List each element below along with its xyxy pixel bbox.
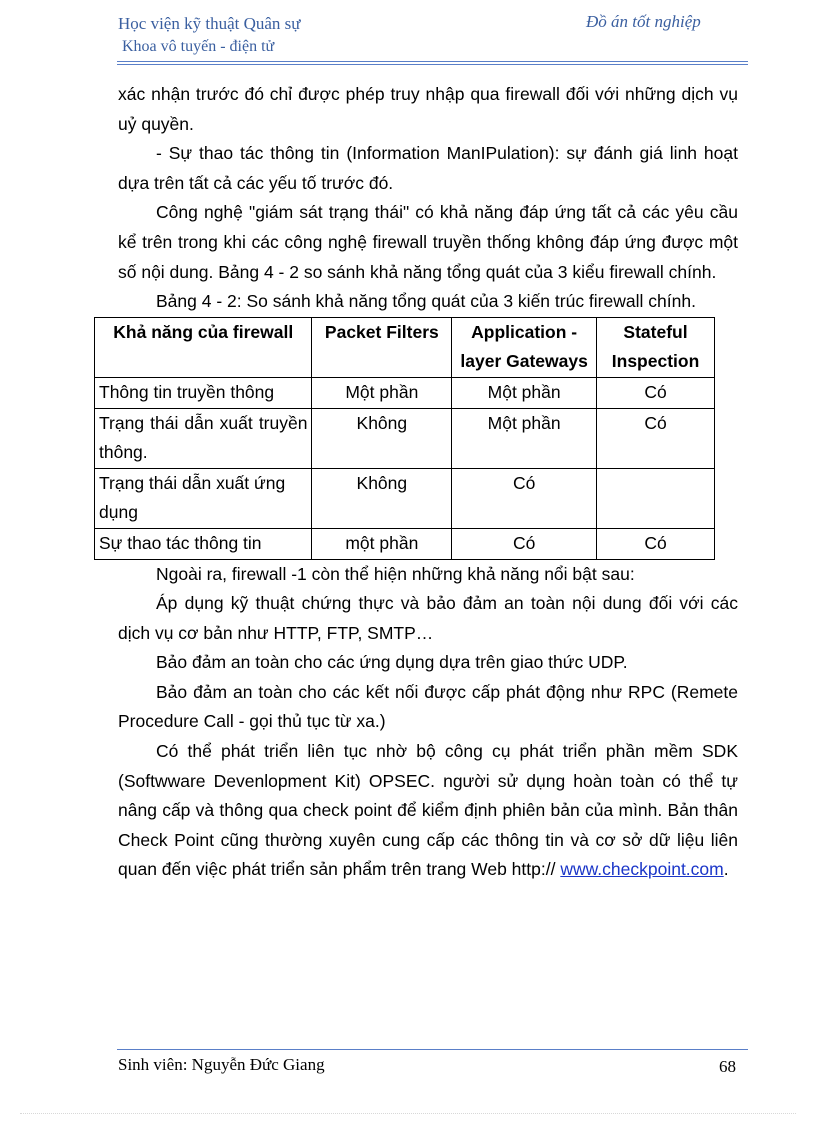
paragraph-text: Có thể phát triển liên tục nhờ bộ công cụ phát triển phần mềm SDK (Softwware Devenlopment Kit) OPSEC. người sử dụng hoàn toàn có thể tự nâng cấp và thông qua check point để kiểm định phiên bản của mình. Bản thân Check Point cũng thường xuyên cung cấp các thông tin và cơ sở dữ liệu liên quan đến việc phát triển sản phẩm trên trang Web http:// (118, 741, 738, 880)
comparison-table (94, 317, 715, 560)
table-caption: Bảng 4 - 2: So sánh khả năng tổng quát của 3 kiến trúc firewall chính. (156, 291, 696, 312)
paragraph: xác nhận trước đó chỉ được phép truy nhập qua firewall đối với những dịch vụ uỷ quyền. (118, 84, 738, 134)
paragraph: Áp dụng kỹ thuật chứng thực và bảo đảm an toàn nội dung đối với các dịch vụ cơ bản như HTTP, FTP, SMTP… (118, 593, 738, 643)
link-period: . (723, 859, 729, 880)
table-cell: Trạng thái dẫn xuất truyền thông. (95, 408, 312, 468)
page-number: 68 (719, 1057, 736, 1076)
table-row (95, 377, 715, 408)
table-cell: Có (452, 528, 597, 559)
table-cell: Trạng thái dẫn xuất ứng dụng (95, 468, 312, 528)
paragraph: Công nghệ "giám sát trạng thái" có khả năng đáp ứng tất cả các yêu cầu kể trên trong khi các công nghệ firewall truyền thống không đáp ứng được một số nội dung. Bảng 4 - 2 so sánh khả năng tổng quát của 3 kiểu firewall chính. (118, 202, 738, 282)
table-cell: một phần (312, 528, 452, 559)
page-bottom-edge (20, 1113, 796, 1114)
table-cell: Một phần (312, 377, 452, 408)
paragraph: - Sự thao tác thông tin (Information ManIPulation): sự đánh giá linh hoạt dựa trên tất cả các yếu tố trước đó. (118, 143, 738, 193)
page-header (118, 12, 448, 58)
table-cell (597, 468, 715, 528)
table-cell: Không (312, 408, 452, 468)
table-header-row (95, 317, 715, 377)
student-name: Sinh viên: Nguyễn Đức Giang (118, 1055, 325, 1074)
faculty-name: Khoa vô tuyến - điện tử (122, 38, 275, 55)
table-cell: Không (312, 468, 452, 528)
header-rule-second (117, 64, 748, 65)
footer-rule (117, 1049, 748, 1050)
document-type: Đồ án tốt nghiệp (586, 12, 701, 31)
table-cell: Có (597, 528, 715, 559)
institute-name: Học viện kỹ thuật Quân sự (118, 14, 301, 33)
column-header: Application - layer Gateways (452, 317, 597, 377)
checkpoint-link[interactable]: www.checkpoint.com (560, 859, 724, 880)
column-header: Packet Filters (312, 317, 452, 377)
table-row (95, 408, 715, 468)
header-rule (117, 61, 748, 62)
table-cell: Sự thao tác thông tin (95, 528, 312, 559)
table-row (95, 528, 715, 559)
table-cell: Một phần (452, 377, 597, 408)
paragraph: Bảo đảm an toàn cho các ứng dụng dựa trên giao thức UDP. (156, 652, 628, 673)
paragraph (118, 737, 738, 885)
table-cell: Có (597, 408, 715, 468)
table-cell: Có (597, 377, 715, 408)
table-row (95, 468, 715, 528)
column-header: Khả năng của firewall (95, 317, 312, 377)
table-cell: Thông tin truyền thông (95, 377, 312, 408)
column-header: Stateful Inspection (597, 317, 715, 377)
paragraph: Ngoài ra, firewall -1 còn thể hiện những khả năng nổi bật sau: (156, 563, 635, 584)
table-cell: Có (452, 468, 597, 528)
document-body (99, 80, 738, 885)
paragraph: Bảo đảm an toàn cho các kết nối được cấp phát động như RPC (Remete Procedure Call - gọi thủ tục từ xa.) (118, 681, 738, 732)
table-cell: Một phần (452, 408, 597, 468)
